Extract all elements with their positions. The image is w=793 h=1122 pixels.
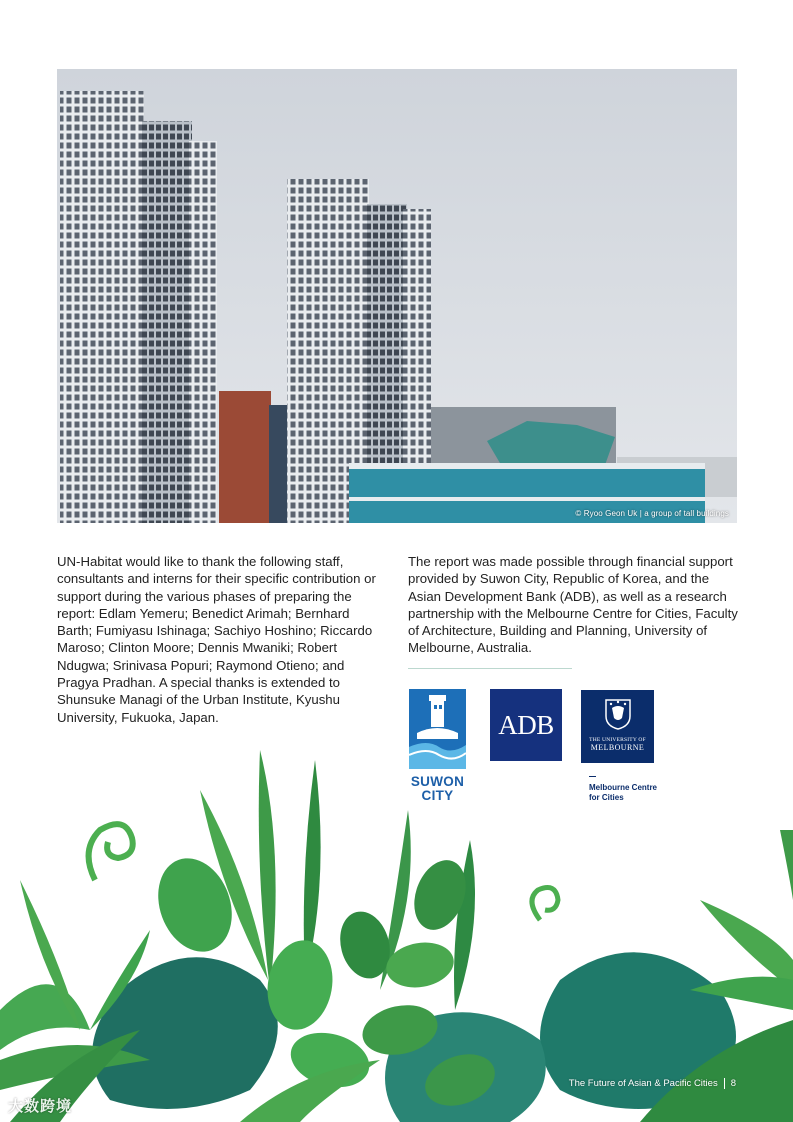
adb-logo: ADB (490, 689, 562, 761)
uom-small-text: THE UNIVERSITY OF (589, 737, 646, 743)
funding-text: The report was made possible through financial support provided by Suwon City, Republic of Korea, and the Asian Development Bank (ADB), as well as a research partnership with the Melbourne Centre for Cities, Faculty of Architecture, Building and Planning, University of Melbourne, Australia. (408, 554, 738, 656)
watermark: 大数跨境 (8, 1098, 73, 1115)
uom-big-text: MELBOURNE (590, 743, 645, 752)
suwon-city-wordmark: SUWON CITY (410, 774, 465, 803)
melbourne-centre-for-cities-label: Melbourne Centre for Cities (589, 776, 669, 803)
cover-photo (57, 69, 737, 523)
page-footer (569, 1078, 736, 1089)
acknowledgements-text: UN-Habitat would like to thank the following staff, consultants and interns for their specific contribution or support during the various phases of preparing the report: Edlam Yemeru; Benedict Arimah; Bernhard Barth; Fumiyasu Ishinaga; Sachiyo Hoshino; Riccardo Maroso; Clinton Moore; Dennis Mwaniki; Robert Ndugwa; Srinivasa Popuri; Raymond Otieno; and Pragya Pradhan. A special thanks is extended to Shunsuke Managi of the Urban Institute, Kyushu University, Fukuoka, Japan. (57, 554, 376, 725)
footer-separator (724, 1078, 725, 1089)
report-title: The Future of Asian & Pacific Cities (568, 1078, 718, 1089)
buildings-illustration (57, 69, 737, 523)
section-divider (408, 668, 572, 669)
page-number: 8 (730, 1078, 736, 1089)
photo-credit: © Ryoo Geon Uk | a group of tall buildings (575, 509, 729, 518)
foliage-illustration (0, 730, 793, 1122)
